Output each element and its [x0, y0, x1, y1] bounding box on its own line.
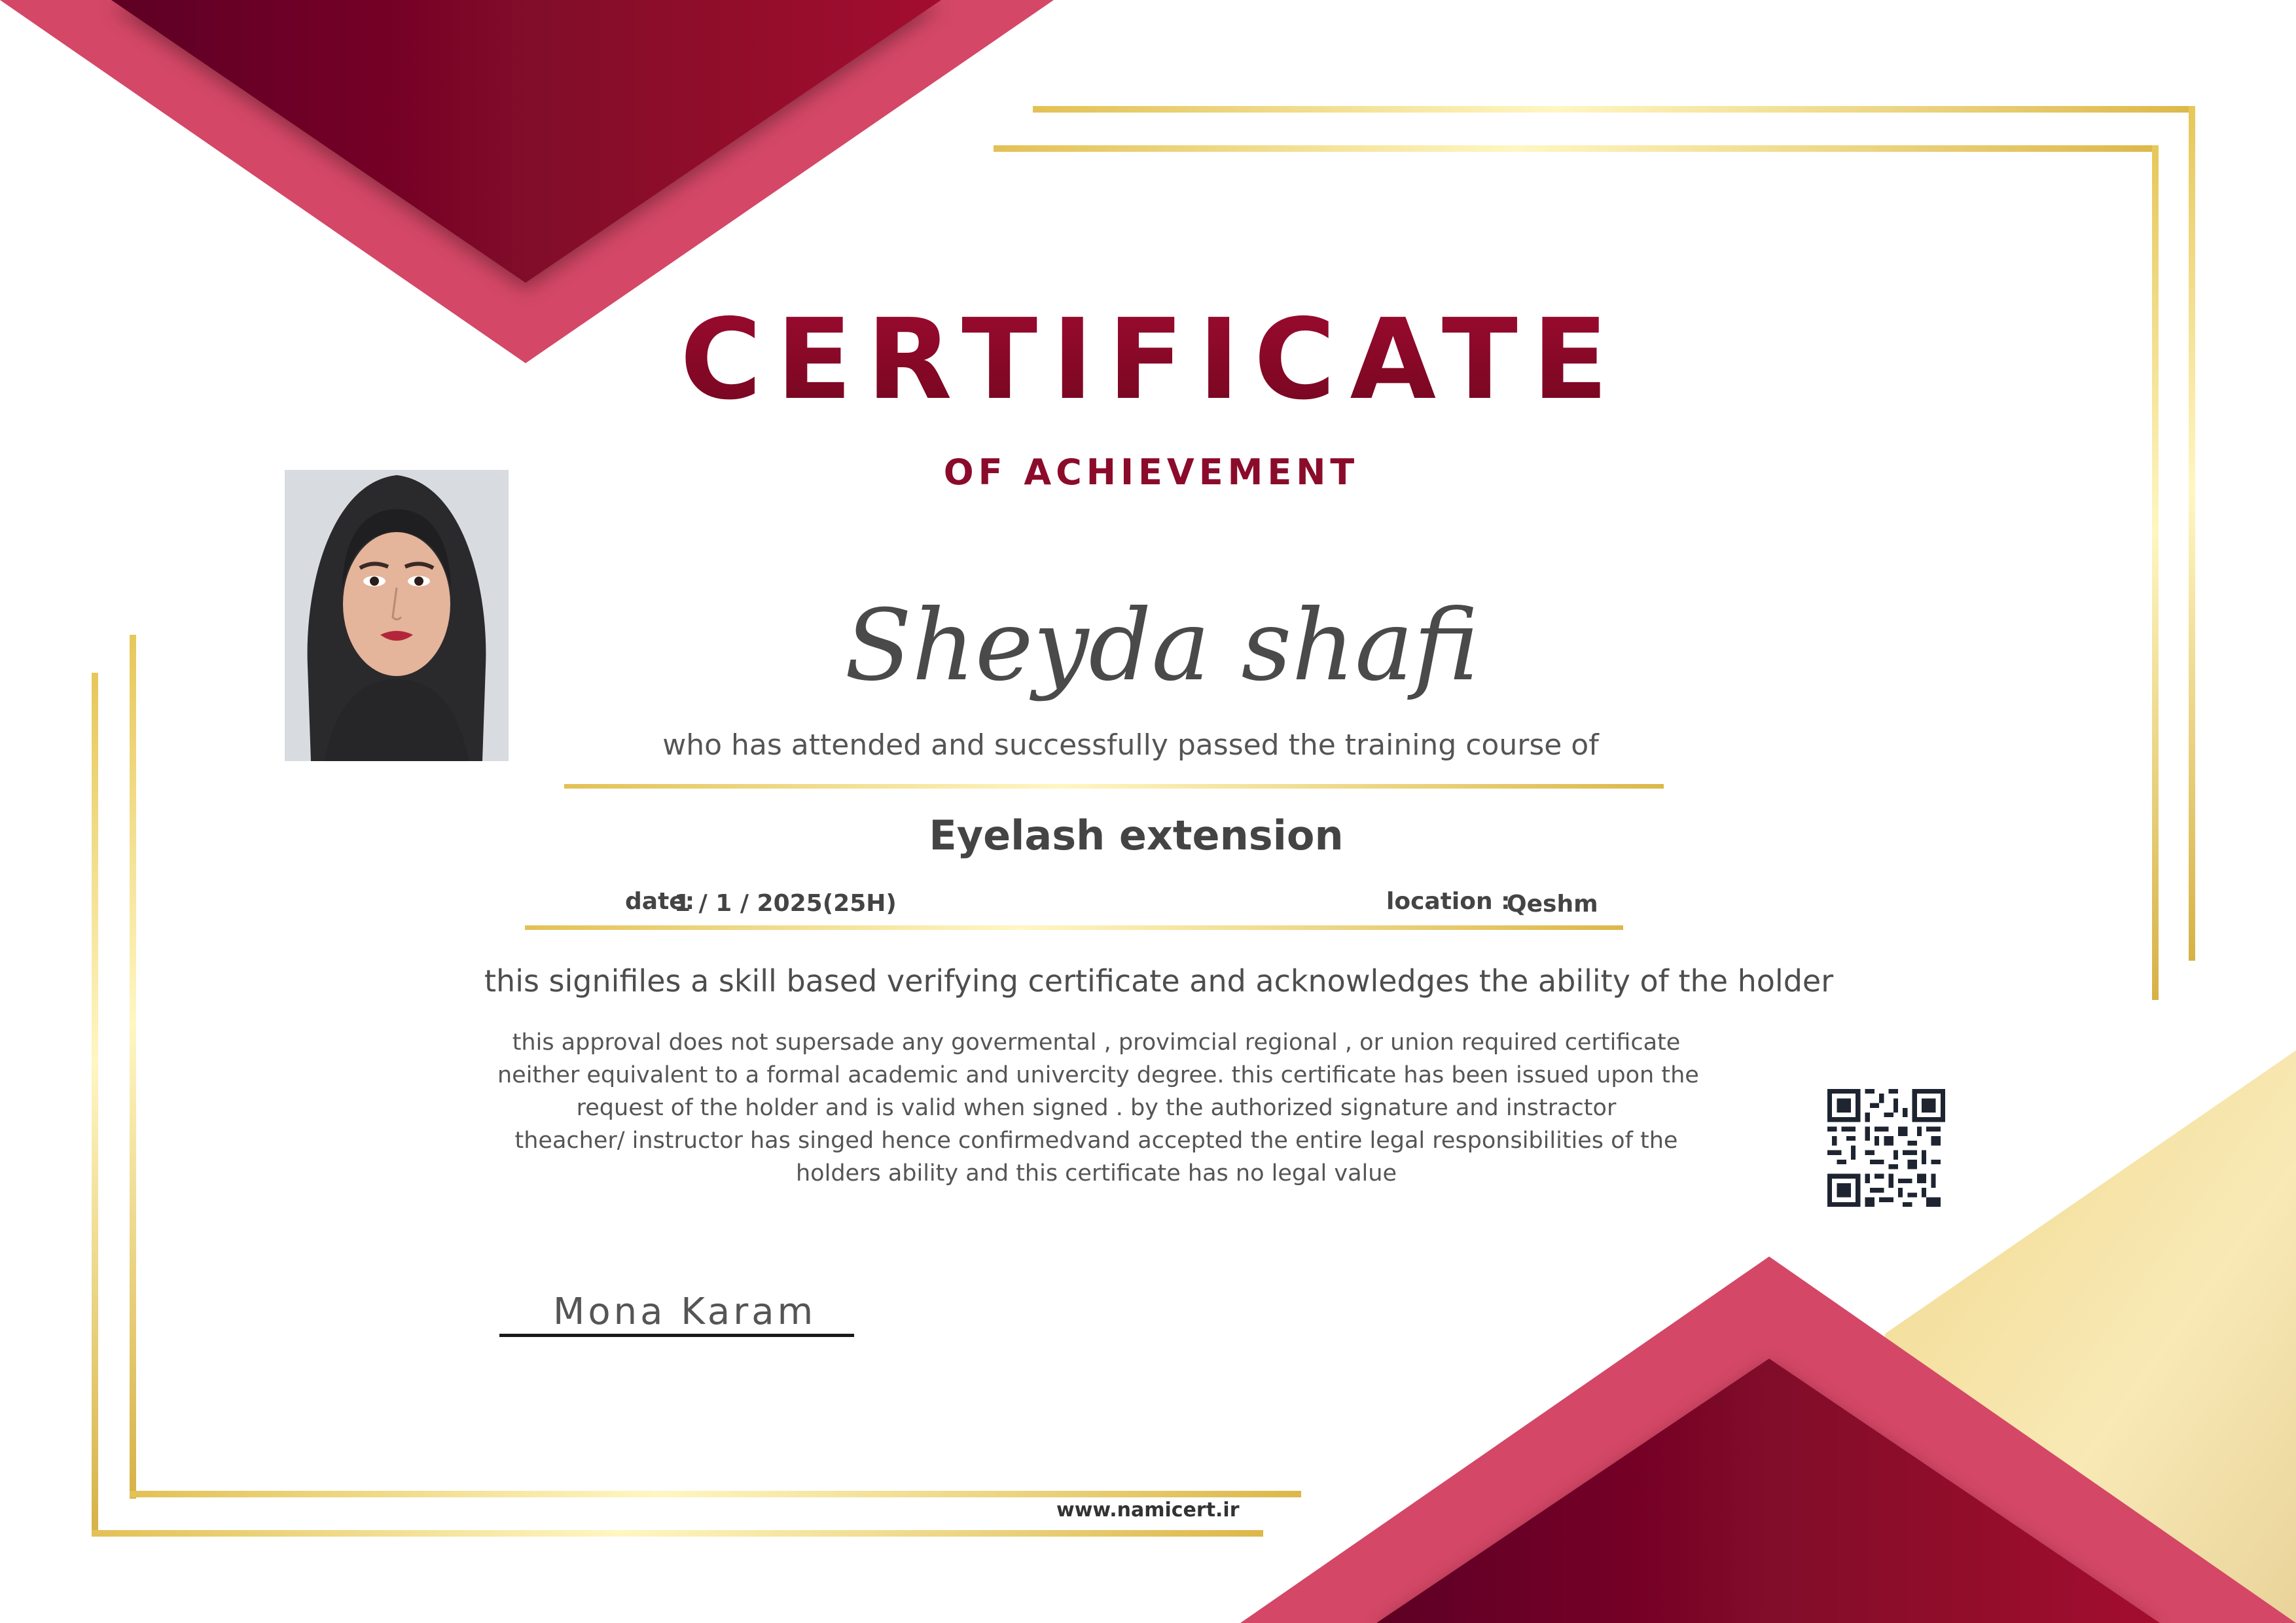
disclaimer-line: request of the holder and is valid when signed . by the authorized signature and instractor [576, 1095, 1617, 1121]
course-name: Eyelash extension [929, 812, 1344, 859]
disclaimer-line: theacher/ instructor has singed hence confirmedvand accepted the entire legal responsibilities of the [514, 1128, 1678, 1154]
attended-text: who has attended and successfully passed the training course of [662, 728, 1599, 762]
location-label: location : [1386, 888, 1511, 915]
location-value: Qeshm [1507, 891, 1598, 918]
disclaimer-line: this approval does not supersade any govermental , provimcial regional , or union required certificate [512, 1029, 1681, 1056]
certificate-statement: this signifiles a skill based verifying certificate and acknowledges the ability of the holder [484, 963, 1834, 999]
qr-code-icon [1827, 1089, 1945, 1207]
disclaimer-line: neither equivalent to a formal academic and univercity degree. this certificate has been issued upon the [497, 1062, 1699, 1088]
website-link[interactable]: www.namicert.ir [1056, 1499, 1240, 1522]
certificate-disclaimer [497, 1026, 1699, 1190]
date-label: date: [625, 888, 695, 915]
signer-name: Mona Karam [553, 1291, 817, 1333]
recipient-name: Sheyda shafi [844, 589, 1479, 703]
date-value: 1 / 1 / 2025(25H) [674, 890, 897, 917]
holder-photo [285, 470, 509, 761]
certificate-title: CERTIFICATE [665, 288, 1638, 432]
certificate-subtitle: OF ACHIEVEMENT [943, 452, 1359, 493]
disclaimer-line: holders ability and this certificate has no legal value [796, 1160, 1397, 1186]
